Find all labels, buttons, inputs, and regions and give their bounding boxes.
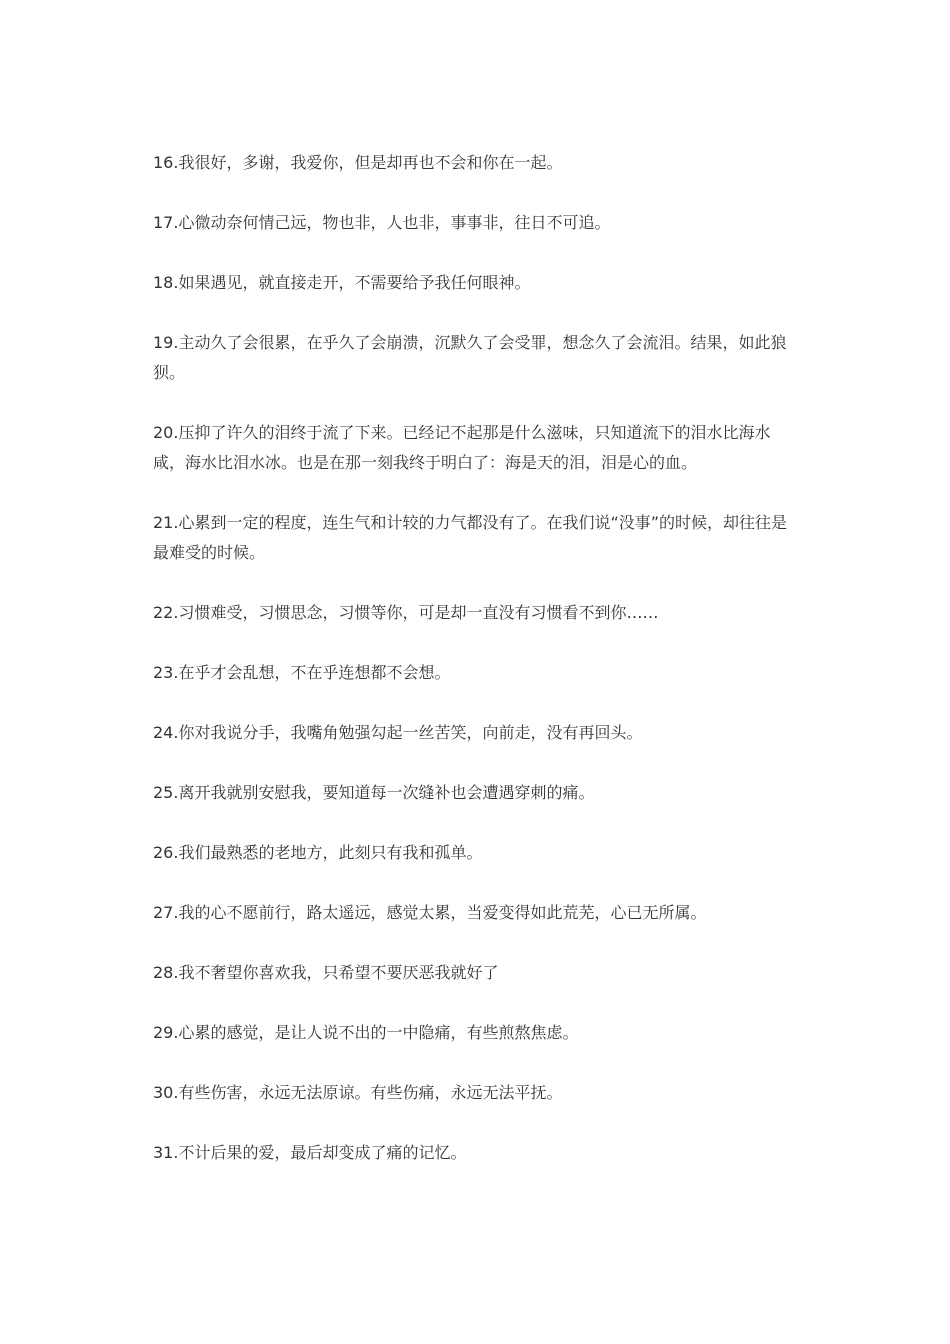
paragraph-28: 28.我不奢望你喜欢我，只希望不要厌恶我就好了 xyxy=(153,963,499,982)
paragraph-17: 17.心微动奈何情己远，物也非，人也非，事事非，往日不可追。 xyxy=(153,213,611,232)
paragraph-21: 21.心累到一定的程度，连生气和计较的力气都没有了。在我们说“没事”的时候，却往往是最难受的时候。 xyxy=(153,513,788,562)
paragraph-22: 22.习惯难受，习惯思念，习惯等你，可是却一直没有习惯看不到你…… xyxy=(153,603,659,622)
paragraph-23: 23.在乎才会乱想，不在乎连想都不会想。 xyxy=(153,663,451,682)
paragraph-26: 26.我们最熟悉的老地方，此刻只有我和孤单。 xyxy=(153,843,483,862)
document-body xyxy=(153,148,801,1198)
paragraph-24: 24.你对我说分手，我嘴角勉强勾起一丝苦笑，向前走，没有再回头。 xyxy=(153,723,643,742)
paragraph-31: 31.不计后果的爱，最后却变成了痛的记忆。 xyxy=(153,1143,467,1162)
paragraph-25: 25.离开我就别安慰我，要知道每一次缝补也会遭遇穿刺的痛。 xyxy=(153,783,595,802)
paragraph-19: 19.主动久了会很累，在乎久了会崩溃，沉默久了会受罪，想念久了会流泪。结果，如此狼狈。 xyxy=(153,333,787,382)
paragraph-18: 18.如果遇见，就直接走开，不需要给予我任何眼神。 xyxy=(153,273,531,292)
paragraph-30: 30.有些伤害，永远无法原谅。有些伤痛，永远无法平抚。 xyxy=(153,1083,563,1102)
paragraph-29: 29.心累的感觉，是让人说不出的一中隐痛，有些煎熬焦虑。 xyxy=(153,1023,579,1042)
paragraph-27: 27.我的心不愿前行，路太遥远，感觉太累，当爱变得如此荒芜，心已无所属。 xyxy=(153,903,707,922)
paragraph-20: 20.压抑了许久的泪终于流了下来。已经记不起那是什么滋味，只知道流下的泪水比海水咸，海水比泪水冰。也是在那一刻我终于明白了：海是天的泪，泪是心的血。 xyxy=(153,423,771,472)
paragraph-16: 16.我很好，多谢，我爱你，但是却再也不会和你在一起。 xyxy=(153,153,563,172)
